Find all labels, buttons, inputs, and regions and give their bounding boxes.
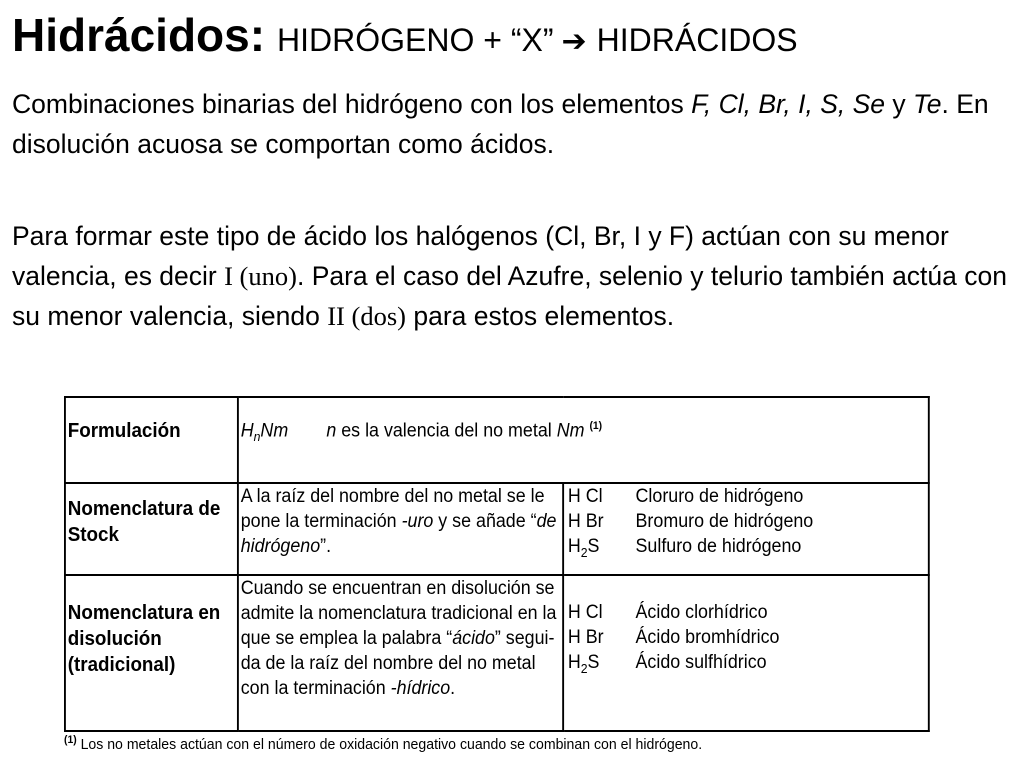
p2-text-2: . Para el caso del Azufre, selenio y telurio también actúa con su menor valencia, siendo [12, 261, 1007, 331]
formula-sub: 2 [580, 544, 588, 560]
trad-desc-text-2: ” segui-da de la raíz del nombre del no metal con la terminación [240, 628, 555, 699]
footnote-marker: (1) [64, 734, 77, 746]
stock-desc-uro: -uro [401, 511, 434, 532]
valence-paragraph [12, 216, 1012, 336]
formula-tail: S [587, 536, 600, 557]
example-name: Ácido sulfhídrico [635, 652, 767, 673]
arrow-right-icon: ➔ [561, 24, 587, 59]
header-stock: Nomenclatura de Stock [65, 483, 238, 575]
table-row-formulacion [65, 397, 929, 483]
example-name: Ácido clorhídrico [635, 602, 768, 623]
definition-paragraph [12, 84, 1012, 164]
p2-valence-one: I (uno) [224, 261, 297, 291]
example-name: Ácido bromhídrico [635, 627, 780, 648]
example-formula: H Cl [567, 602, 603, 623]
p2-valence-two: II (dos) [327, 301, 406, 331]
stock-desc-text-1: A la raíz del nombre del no metal se le pone la terminación [240, 486, 545, 532]
p1-text-2: y [885, 89, 914, 119]
example-name: Bromuro de hidrógeno [635, 511, 814, 532]
formula-sub: 2 [580, 660, 588, 676]
table-row-stock [65, 483, 929, 575]
desc-text: es la valencia del no metal [336, 420, 557, 442]
example-name: Cloruro de hidrógeno [635, 486, 804, 507]
table-footnote [64, 734, 878, 753]
example-formula: H Br [567, 627, 604, 648]
stock-desc-text-3: ”. [320, 536, 332, 557]
tradicional-description [238, 575, 563, 731]
formula-h: H [567, 652, 581, 673]
tradicional-examples [563, 575, 929, 731]
p1-element-te: Te [913, 89, 942, 119]
footnote-text: Los no metales actúan con el número de oxidación negativo cuando se combinan con el hidrógeno. [76, 736, 703, 753]
stock-description [238, 483, 563, 575]
formula-tail: S [587, 652, 600, 673]
header-tradicional: Nomenclatura en disolución (tradicional) [65, 575, 238, 731]
formula-h: H [240, 420, 254, 442]
p2-text-1: Para formar este tipo de ácido los halógenos (Cl, Br, I y F) actúan con su menor valencia, es decir [12, 221, 949, 291]
p1-text-3: . En disolución acuosa se comportan como ácidos. [12, 89, 989, 159]
title-reactants: HIDRÓGENO + “X” [277, 22, 554, 58]
stock-examples [563, 483, 929, 575]
stock-desc-de-hidrogeno: de hidrógeno [240, 511, 557, 557]
example-formula: H Cl [567, 486, 603, 507]
p2-text-3: para estos elementos. [405, 301, 675, 331]
example-formula: H Br [567, 511, 604, 532]
title-product: HIDRÁCIDOS [596, 22, 798, 58]
trad-desc-text-1: Cuando se encuentran en disolución se admite la nomenclatura tradicional en la que se emplea la palabra “ [240, 578, 557, 649]
header-formulacion: Formulación [65, 397, 238, 483]
formula-n-sub: n [253, 429, 261, 445]
desc-nm: Nm [556, 420, 585, 442]
formula-nm: Nm [260, 420, 289, 442]
example-formula [568, 534, 636, 565]
trad-desc-text-3: . [450, 678, 456, 699]
example-formula [568, 650, 636, 681]
formula-cell [238, 397, 929, 483]
nomenclature-table-wrapper [64, 396, 930, 753]
footnote-ref: (1) [589, 420, 603, 432]
table-row-tradicional [65, 575, 929, 731]
title-main: Hidrácidos: [12, 9, 266, 61]
p1-text-1: Combinaciones binarias del hidrógeno con los elementos [12, 89, 692, 119]
stock-desc-text-2: y se añade “ [433, 511, 537, 532]
p1-elements: F, Cl, Br, I, S, Se [691, 89, 886, 119]
example-name: Sulfuro de hidrógeno [635, 536, 802, 557]
slide-title [12, 9, 798, 61]
trad-desc-acido: ácido [452, 628, 495, 649]
formula-h: H [567, 536, 581, 557]
nomenclature-table [64, 396, 930, 732]
desc-n: n [326, 420, 337, 442]
trad-desc-hidrico: -hídrico [390, 678, 451, 699]
